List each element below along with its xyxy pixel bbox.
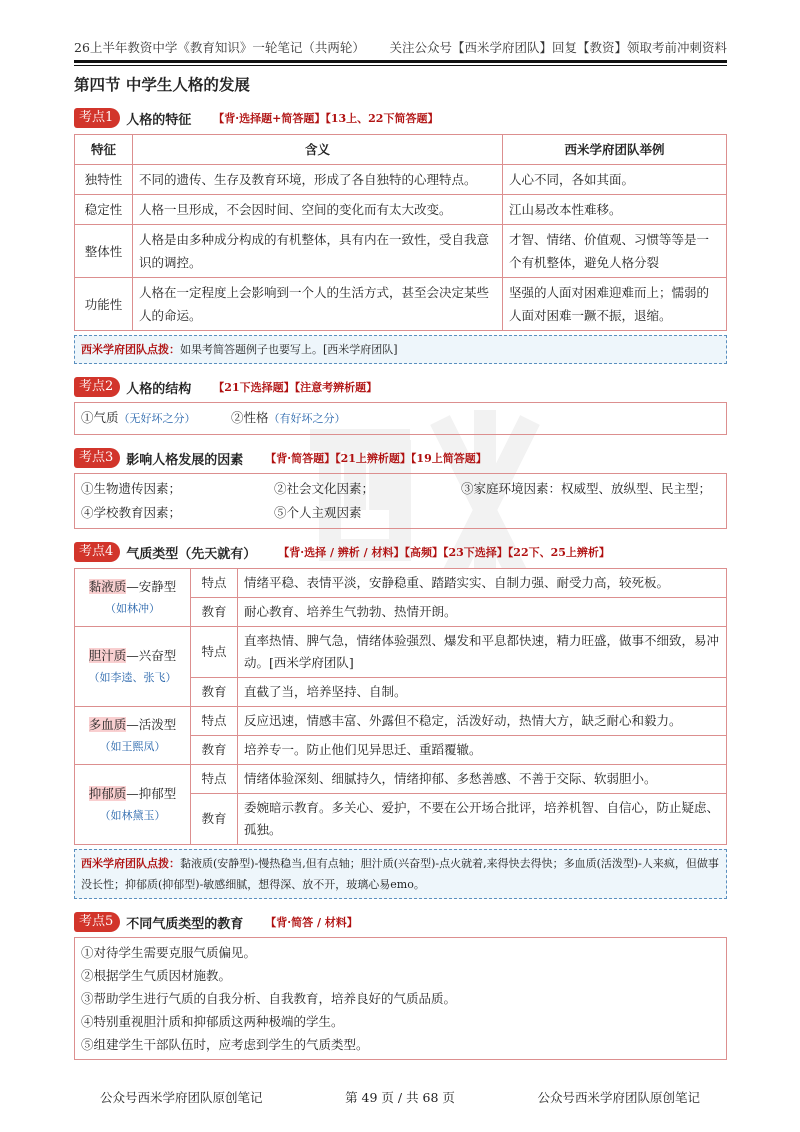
kp3-tag: 【背·简答题】【21上辨析题】【19上简答题】 [265,452,487,465]
temperament-cell [75,765,191,845]
kp3-heading [74,448,727,468]
temperament-type: —活泼型 [126,716,177,732]
table-row [75,278,727,331]
factor-item: ②社会文化因素； [274,481,375,496]
page-footer [100,1088,700,1106]
page-body [74,75,727,1060]
kp2-tag: 【21下选择题】【注意考辨析题】 [213,381,378,394]
kp1-table [74,134,727,331]
kp5-title: 不同气质类型的教育 [126,916,244,932]
example-cell: 才智、情绪、价值观、习惯等等是一个有机整体，避免人格分裂 [503,225,727,278]
note-text: 如果考简答题例子也要写上。[西米学府团队] [180,343,398,356]
education-item: ②根据学生气质因材施教。 [81,968,232,983]
trait-text: 情绪体验深刻、细腻持久，情绪抑郁、多愁善感、不善于交际、软弱胆小。 [238,765,727,794]
section-title: 第四节 中学生人格的发展 [74,76,250,94]
page-header [74,38,727,56]
temperament-example: （如林黛玉） [99,808,166,822]
trait-text: 直率热情、脾气急，情绪体验强烈、爆发和平息都快速，精力旺盛，做事不细致，易冲动。[西米学府团队] [238,627,727,678]
structure-item [81,406,231,431]
kp4-heading [74,542,727,562]
temperament-type: —抑郁型 [126,785,177,801]
temperament-example: （如王熙凤） [99,739,166,753]
kp2-heading [74,377,727,397]
note-text: 黏液质(安静型)-慢热稳当,但有点轴；胆汁质(兴奋型)-点火就着,来得快去得快；多血质(活泼型)-人来疯，但做事没长性；抑郁质(抑郁型)-敏感细腻，想得深、放不开，玻璃心易emo。 [81,857,719,891]
edu-label: 教育 [191,678,238,707]
temperament-cell [75,569,191,627]
edu-text: 委婉暗示教育。多关心、爱护，不要在公开场合批评，培养机智、自信心，防止疑虑、孤独。 [238,794,727,845]
temperament-example: （如李逵、张飞） [88,670,177,684]
edu-label: 教育 [191,794,238,845]
example-cell: 江山易改本性难移。 [503,195,727,225]
kp2-title: 人格的结构 [126,381,192,397]
temperament-type: —兴奋型 [126,647,177,663]
trait-label: 特点 [191,627,238,678]
header-left: 26上半年教资中学《教育知识》一轮笔记（共两轮） [74,40,365,55]
kp4-badge: 考点4 [74,542,120,562]
edu-text: 耐心教育、培养生气勃勃、热情开朗。 [238,598,727,627]
footer-right: 公众号西米学府团队原创笔记 [537,1090,700,1105]
table-row [75,627,727,678]
kp1-title: 人格的特征 [126,112,192,128]
item-text: ②性格 [231,410,269,425]
edu-label: 教育 [191,736,238,765]
kp1-note [74,335,727,364]
temperament-name [81,783,184,805]
education-item: ①对待学生需要克服气质偏见。 [81,945,257,960]
example-cell: 人心不同，各如其面。 [503,165,727,195]
kp3-badge: 考点3 [74,448,120,468]
trait-text: 反应迅速，情感丰富、外露但不稳定，活泼好动，热情大方，缺乏耐心和毅力。 [238,707,727,736]
temperament-cell [75,627,191,707]
item-text: ①气质 [81,410,119,425]
feature-cell: 稳定性 [75,195,133,225]
temperament-label: 多血质 [88,716,127,732]
table-row [75,707,727,736]
temperament-example: （如林冲） [105,601,160,615]
kp2-badge: 考点2 [74,377,120,397]
education-item: ④特别重视胆汁质和抑郁质这两种极端的学生。 [81,1014,344,1029]
table-row [75,569,727,598]
temperament-label: 抑郁质 [88,785,127,801]
col-header: 西米学府团队举例 [503,135,727,165]
meaning-cell: 人格一旦形成，不会因时间、空间的变化而有太大改变。 [133,195,503,225]
education-item: ③帮助学生进行气质的自我分析、自我教育，培养良好的气质品质。 [81,991,457,1006]
table-row [75,225,727,278]
factor-item: ④学校教育因素； [81,505,182,520]
kp5-tag: 【背·简答 / 材料】 [265,916,358,929]
temperament-label: 胆汁质 [88,647,127,663]
factor-item: ①生物遗传因素； [81,481,182,496]
kp1-tag: 【背·选择题+简答题】【13上、22下简答题】 [213,112,439,125]
note-label: 西米学府团队点拨： [81,857,180,870]
table-row [75,195,727,225]
trait-text: 情绪平稳、表情平淡，安静稳重、踏踏实实、自制力强、耐受力高，较死板。 [238,569,727,598]
trait-label: 特点 [191,765,238,794]
page-number: 第 49 页 / 共 68 页 [345,1090,455,1105]
meaning-cell: 人格在一定程度上会影响到一个人的生活方式，甚至会决定某些人的命运。 [133,278,503,331]
kp1-badge: 考点1 [74,108,120,128]
feature-cell: 整体性 [75,225,133,278]
factor-item: ⑤个人主观因素 [274,505,362,520]
example-cell: 坚强的人面对困难迎难而上；懦弱的人面对困难一蹶不振，退缩。 [503,278,727,331]
temperament-name [81,645,184,667]
kp4-table [74,568,727,845]
kp5-heading [74,912,727,932]
table-row [75,165,727,195]
feature-cell: 独特性 [75,165,133,195]
edu-text: 培养专一。防止他们见异思迁、重蹈覆辙。 [238,736,727,765]
structure-item [231,406,346,431]
factor-item: ③家庭环境因素：权威型、放纵型、民主型； [461,481,712,496]
trait-label: 特点 [191,707,238,736]
edu-label: 教育 [191,598,238,627]
kp5-badge: 考点5 [74,912,120,932]
kp4-title: 气质类型（先天就有） [126,546,257,562]
note-label: 西米学府团队点拨： [81,343,180,356]
kp1-heading [74,108,727,128]
education-item: ⑤组建学生干部队伍时，应考虑到学生的气质类型。 [81,1037,369,1052]
edu-text: 直截了当，培养坚持、自制。 [238,678,727,707]
footer-left: 公众号西米学府团队原创笔记 [100,1090,263,1105]
kp3-title: 影响人格发展的因素 [126,452,244,468]
header-right: 关注公众号【西米学府团队】回复【教资】领取考前冲刺资料 [389,40,727,55]
kp3-box [74,473,727,529]
header-rule [74,60,727,66]
meaning-cell: 不同的遗传、生存及教育环境，形成了各自独特的心理特点。 [133,165,503,195]
kp2-box [74,402,727,435]
kp5-box [74,937,727,1060]
meaning-cell: 人格是由多种成分构成的有机整体，具有内在一致性，受自我意识的调控。 [133,225,503,278]
table-row [75,765,727,794]
kp4-note [74,849,727,899]
item-note: （无好坏之分） [118,412,196,425]
col-header: 含义 [133,135,503,165]
feature-cell: 功能性 [75,278,133,331]
temperament-name [81,576,184,598]
item-note: （有好坏之分） [268,412,346,425]
col-header: 特征 [75,135,133,165]
temperament-label: 黏液质 [88,578,127,594]
temperament-name [81,714,184,736]
kp4-tag: 【背·选择 / 辨析 / 材料】【高频】【23下选择】【22下、25上辨析】 [278,546,610,559]
temperament-type: —安静型 [126,578,177,594]
trait-label: 特点 [191,569,238,598]
temperament-cell [75,707,191,765]
